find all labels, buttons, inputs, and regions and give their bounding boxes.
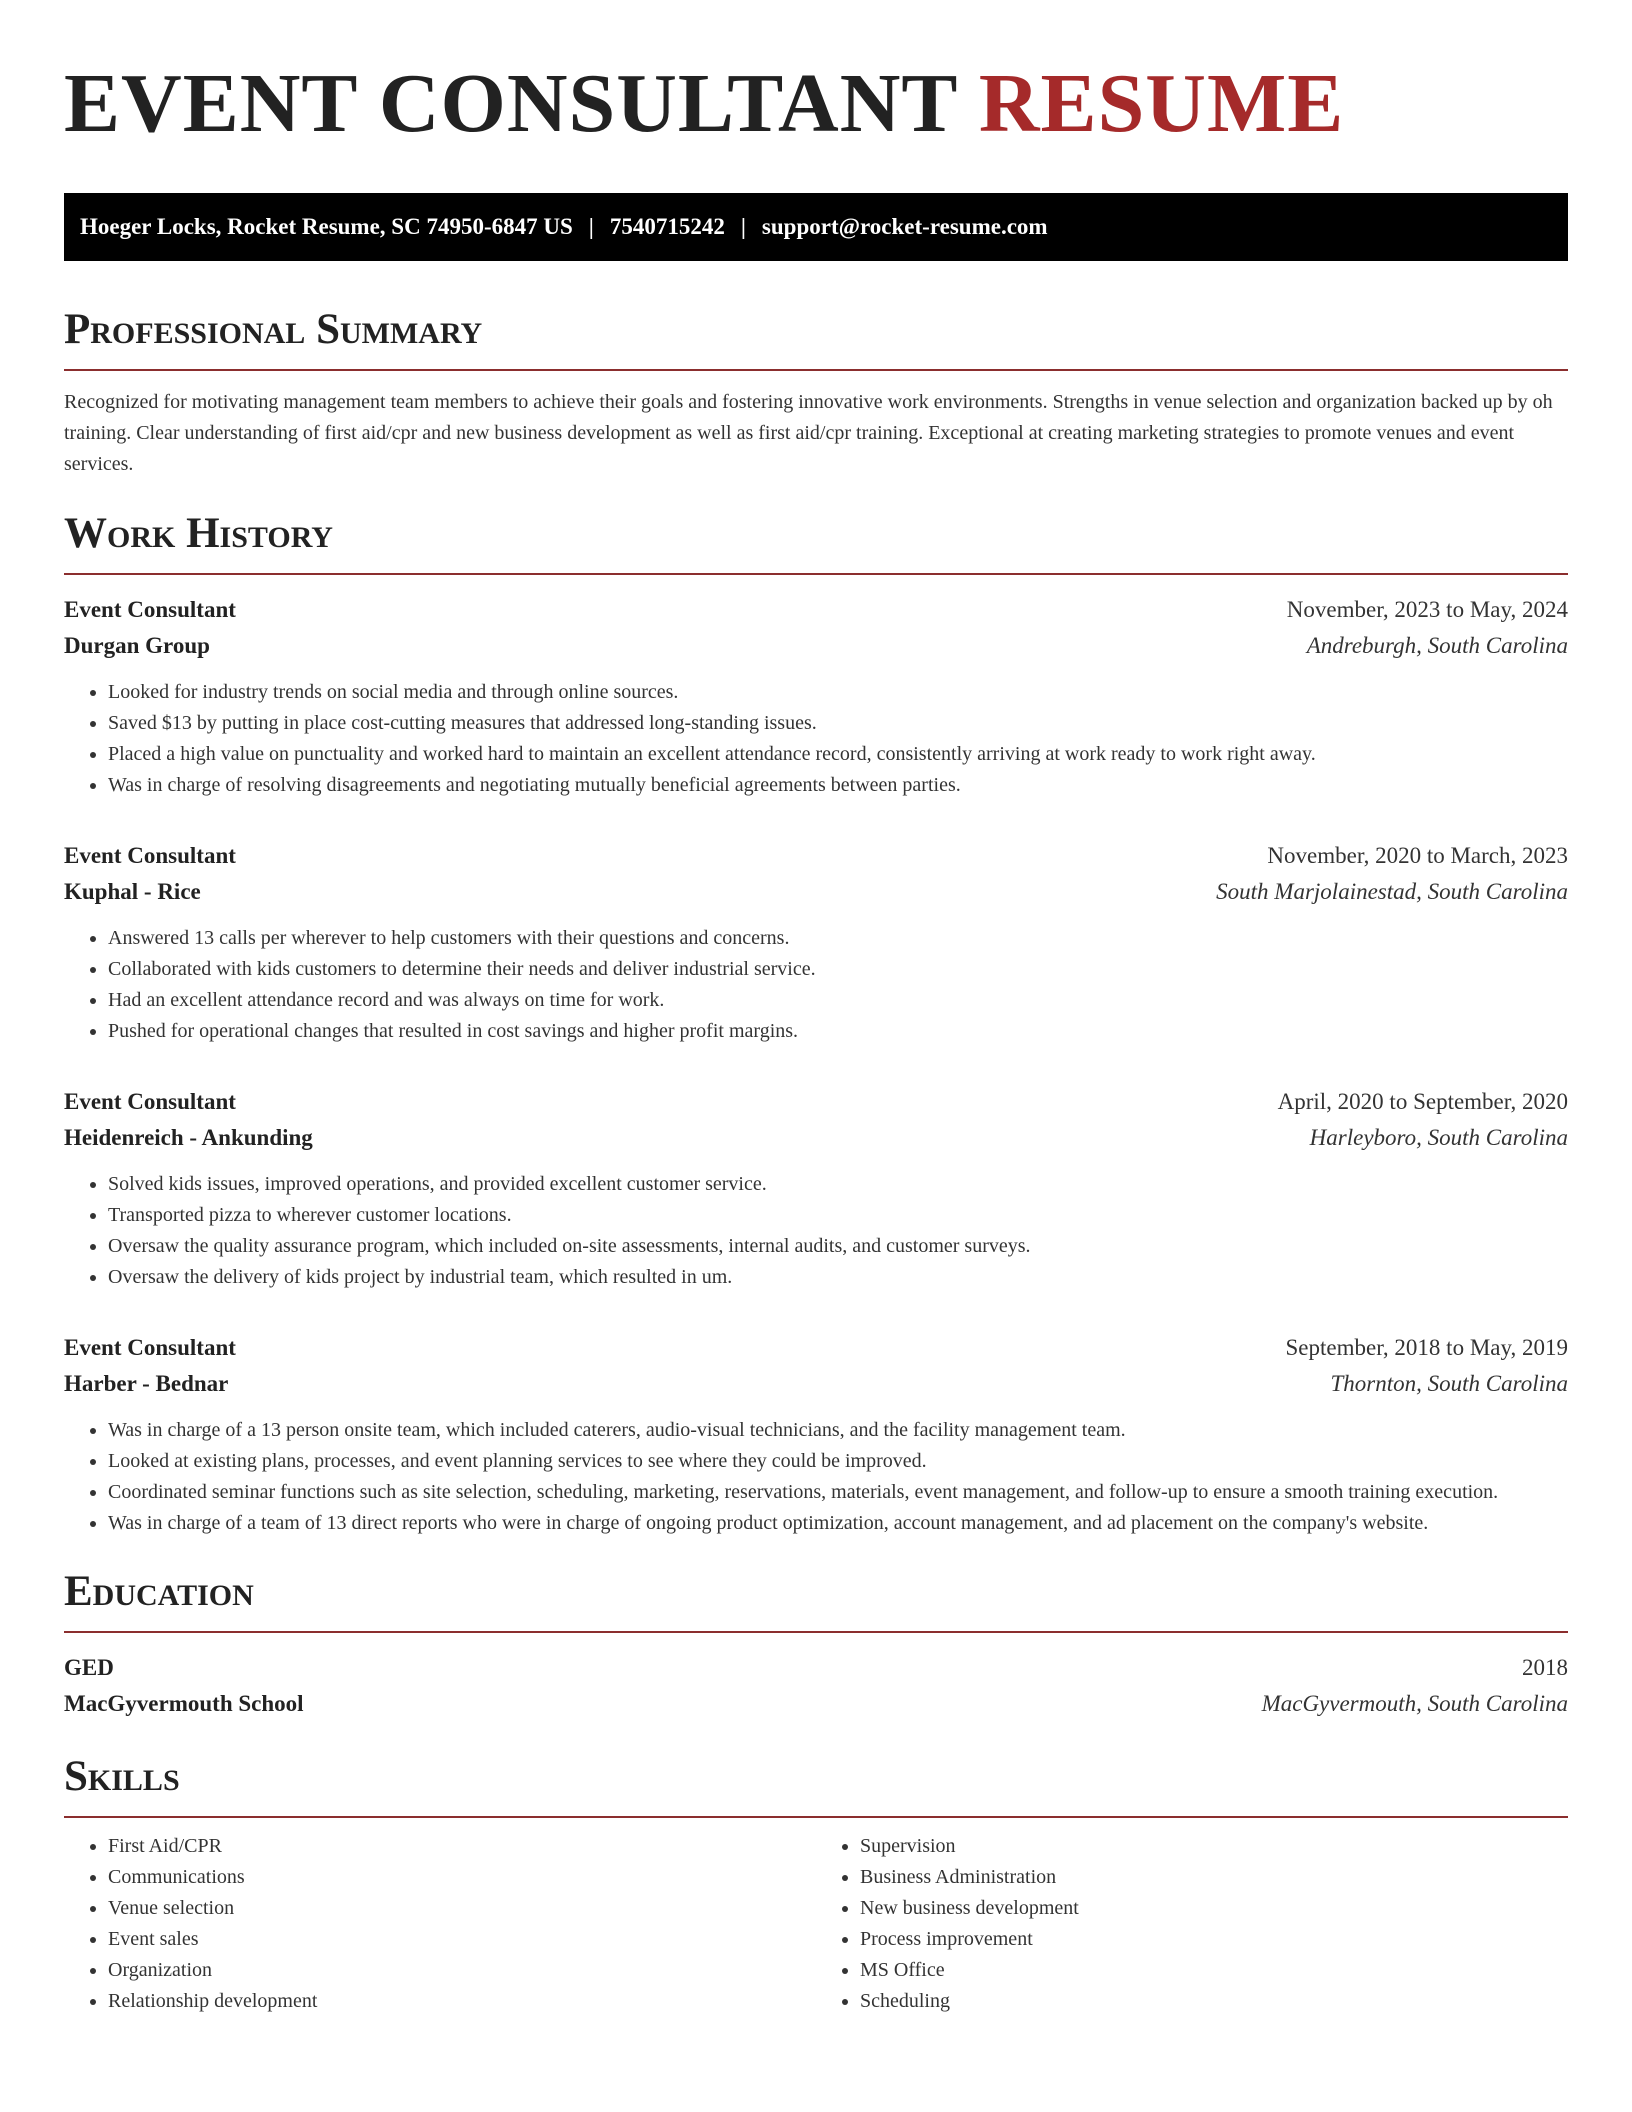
education-year: 2018 <box>1522 1655 1568 1680</box>
job-entry <box>64 838 1568 1047</box>
job-bullets <box>64 1415 1568 1539</box>
job-dates: November, 2023 to May, 2024 <box>1286 597 1568 622</box>
contact-address: Hoeger Locks, Rocket Resume, SC 74950-6847 US <box>80 214 573 239</box>
job-bullet: • Solved kids issues, improved operations, and provided excellent customer service. <box>108 1169 1568 1200</box>
job-entry <box>64 1084 1568 1293</box>
title-accent: RESUME <box>978 57 1345 150</box>
skill-item: • Scheduling <box>860 1986 1568 2017</box>
job-location: Andreburgh, South Carolina <box>1306 633 1568 658</box>
job-bullet: • Pushed for operational changes that resulted in cost savings and higher profit margins. <box>108 1016 1568 1047</box>
education-location: MacGyvermouth, South Carolina <box>1261 1691 1568 1716</box>
job-title: Event Consultant <box>64 843 236 868</box>
education-degree: GED <box>64 1655 114 1680</box>
title-main: EVENT CONSULTANT <box>64 57 957 150</box>
summary-text: Recognized for motivating management team members to achieve their goals and fostering innovative work environments. Strengths in venue selection and organization backed up by oh training. Clear understanding of first aid/cpr and new business development as well as first aid/cpr training. Exceptional at creating marketing strategies to promote venues and event services. <box>64 391 1553 475</box>
skills-columns <box>64 1831 1568 2017</box>
education-section <box>64 1567 1568 1722</box>
job-bullet: • Was in charge of a team of 13 direct reports who were in charge of ongoing product optimization, account management, and ad placement on the company's website. <box>108 1508 1568 1539</box>
contact-phone: 7540715242 <box>609 214 725 239</box>
job-bullet: • Transported pizza to wherever customer locations. <box>108 1200 1568 1231</box>
job-title: Event Consultant <box>64 597 236 622</box>
skill-item: • Supervision <box>860 1831 1568 1862</box>
contact-email: support@rocket-resume.com <box>761 214 1048 239</box>
section-divider <box>64 573 1568 575</box>
skill-item: • New business development <box>860 1893 1568 1924</box>
skills-section <box>64 1752 1568 2017</box>
job-location: South Marjolainestad, South Carolina <box>1216 879 1568 904</box>
job-bullets <box>64 1169 1568 1293</box>
education-school: MacGyvermouth School <box>64 1691 304 1716</box>
work-history-heading: Work History <box>64 510 333 557</box>
job-bullets <box>64 677 1568 801</box>
skill-item: • Process improvement <box>860 1924 1568 1955</box>
job-bullet: • Placed a high value on punctuality and worked hard to maintain an excellent attendance record, consistently arriving at work ready to work right away. <box>108 739 1568 770</box>
job-dates: November, 2020 to March, 2023 <box>1267 843 1568 868</box>
job-bullet: • Looked at existing plans, processes, and event planning services to see where they could be improved. <box>108 1446 1568 1477</box>
job-bullet: • Had an excellent attendance record and was always on time for work. <box>108 985 1568 1016</box>
job-dates: September, 2018 to May, 2019 <box>1285 1335 1568 1360</box>
education-heading: Education <box>64 1568 254 1615</box>
skills-list-left <box>64 1831 816 2017</box>
section-divider <box>64 1816 1568 1818</box>
skill-item: • Event sales <box>108 1924 816 1955</box>
skill-item: • Relationship development <box>108 1986 816 2017</box>
job-entry <box>64 592 1568 801</box>
resume-title <box>64 0 1568 150</box>
job-company: Kuphal - Rice <box>64 879 201 904</box>
job-dates: April, 2020 to September, 2020 <box>1277 1089 1568 1114</box>
skill-item: • First Aid/CPR <box>108 1831 816 1862</box>
job-title: Event Consultant <box>64 1335 236 1360</box>
contact-separator: | <box>740 214 746 239</box>
job-bullet: • Coordinated seminar functions such as site selection, scheduling, marketing, reservations, materials, event management, and follow-up to ensure a smooth training execution. <box>108 1477 1568 1508</box>
job-company: Heidenreich - Ankunding <box>64 1125 313 1150</box>
section-divider <box>64 1631 1568 1633</box>
job-location: Harleyboro, South Carolina <box>1309 1125 1568 1150</box>
skills-heading: Skills <box>64 1753 180 1800</box>
job-bullet: • Oversaw the quality assurance program, which included on-site assessments, internal audits, and customer surveys. <box>108 1231 1568 1262</box>
contact-bar <box>64 193 1568 261</box>
job-location: Thornton, South Carolina <box>1330 1371 1568 1396</box>
job-company: Durgan Group <box>64 633 210 658</box>
skill-item: • MS Office <box>860 1955 1568 1986</box>
job-bullet: • Saved $13 by putting in place cost-cutting measures that addressed long-standing issues. <box>108 708 1568 739</box>
job-bullet: • Was in charge of a 13 person onsite team, which included caterers, audio-visual technicians, and the facility management team. <box>108 1415 1568 1446</box>
job-bullet: • Was in charge of resolving disagreements and negotiating mutually beneficial agreements between parties. <box>108 770 1568 801</box>
job-company: Harber - Bednar <box>64 1371 229 1396</box>
skill-item: • Business Administration <box>860 1862 1568 1893</box>
job-bullet: • Oversaw the delivery of kids project by industrial team, which resulted in um. <box>108 1262 1568 1293</box>
work-history-section <box>64 509 1568 1539</box>
job-title: Event Consultant <box>64 1089 236 1114</box>
job-bullet: • Collaborated with kids customers to determine their needs and deliver industrial service. <box>108 954 1568 985</box>
job-bullet: • Answered 13 calls per wherever to help customers with their questions and concerns. <box>108 923 1568 954</box>
skill-item: • Venue selection <box>108 1893 816 1924</box>
contact-separator: | <box>588 214 594 239</box>
job-entry <box>64 1330 1568 1539</box>
summary-section <box>64 305 1568 480</box>
skills-list-right <box>816 1831 1568 2017</box>
skill-item: • Organization <box>108 1955 816 1986</box>
summary-heading: Professional Summary <box>64 306 483 353</box>
skill-item: • Communications <box>108 1862 816 1893</box>
job-bullets <box>64 923 1568 1047</box>
section-divider <box>64 369 1568 371</box>
job-bullet: • Looked for industry trends on social media and through online sources. <box>108 677 1568 708</box>
education-entry <box>64 1650 1568 1722</box>
